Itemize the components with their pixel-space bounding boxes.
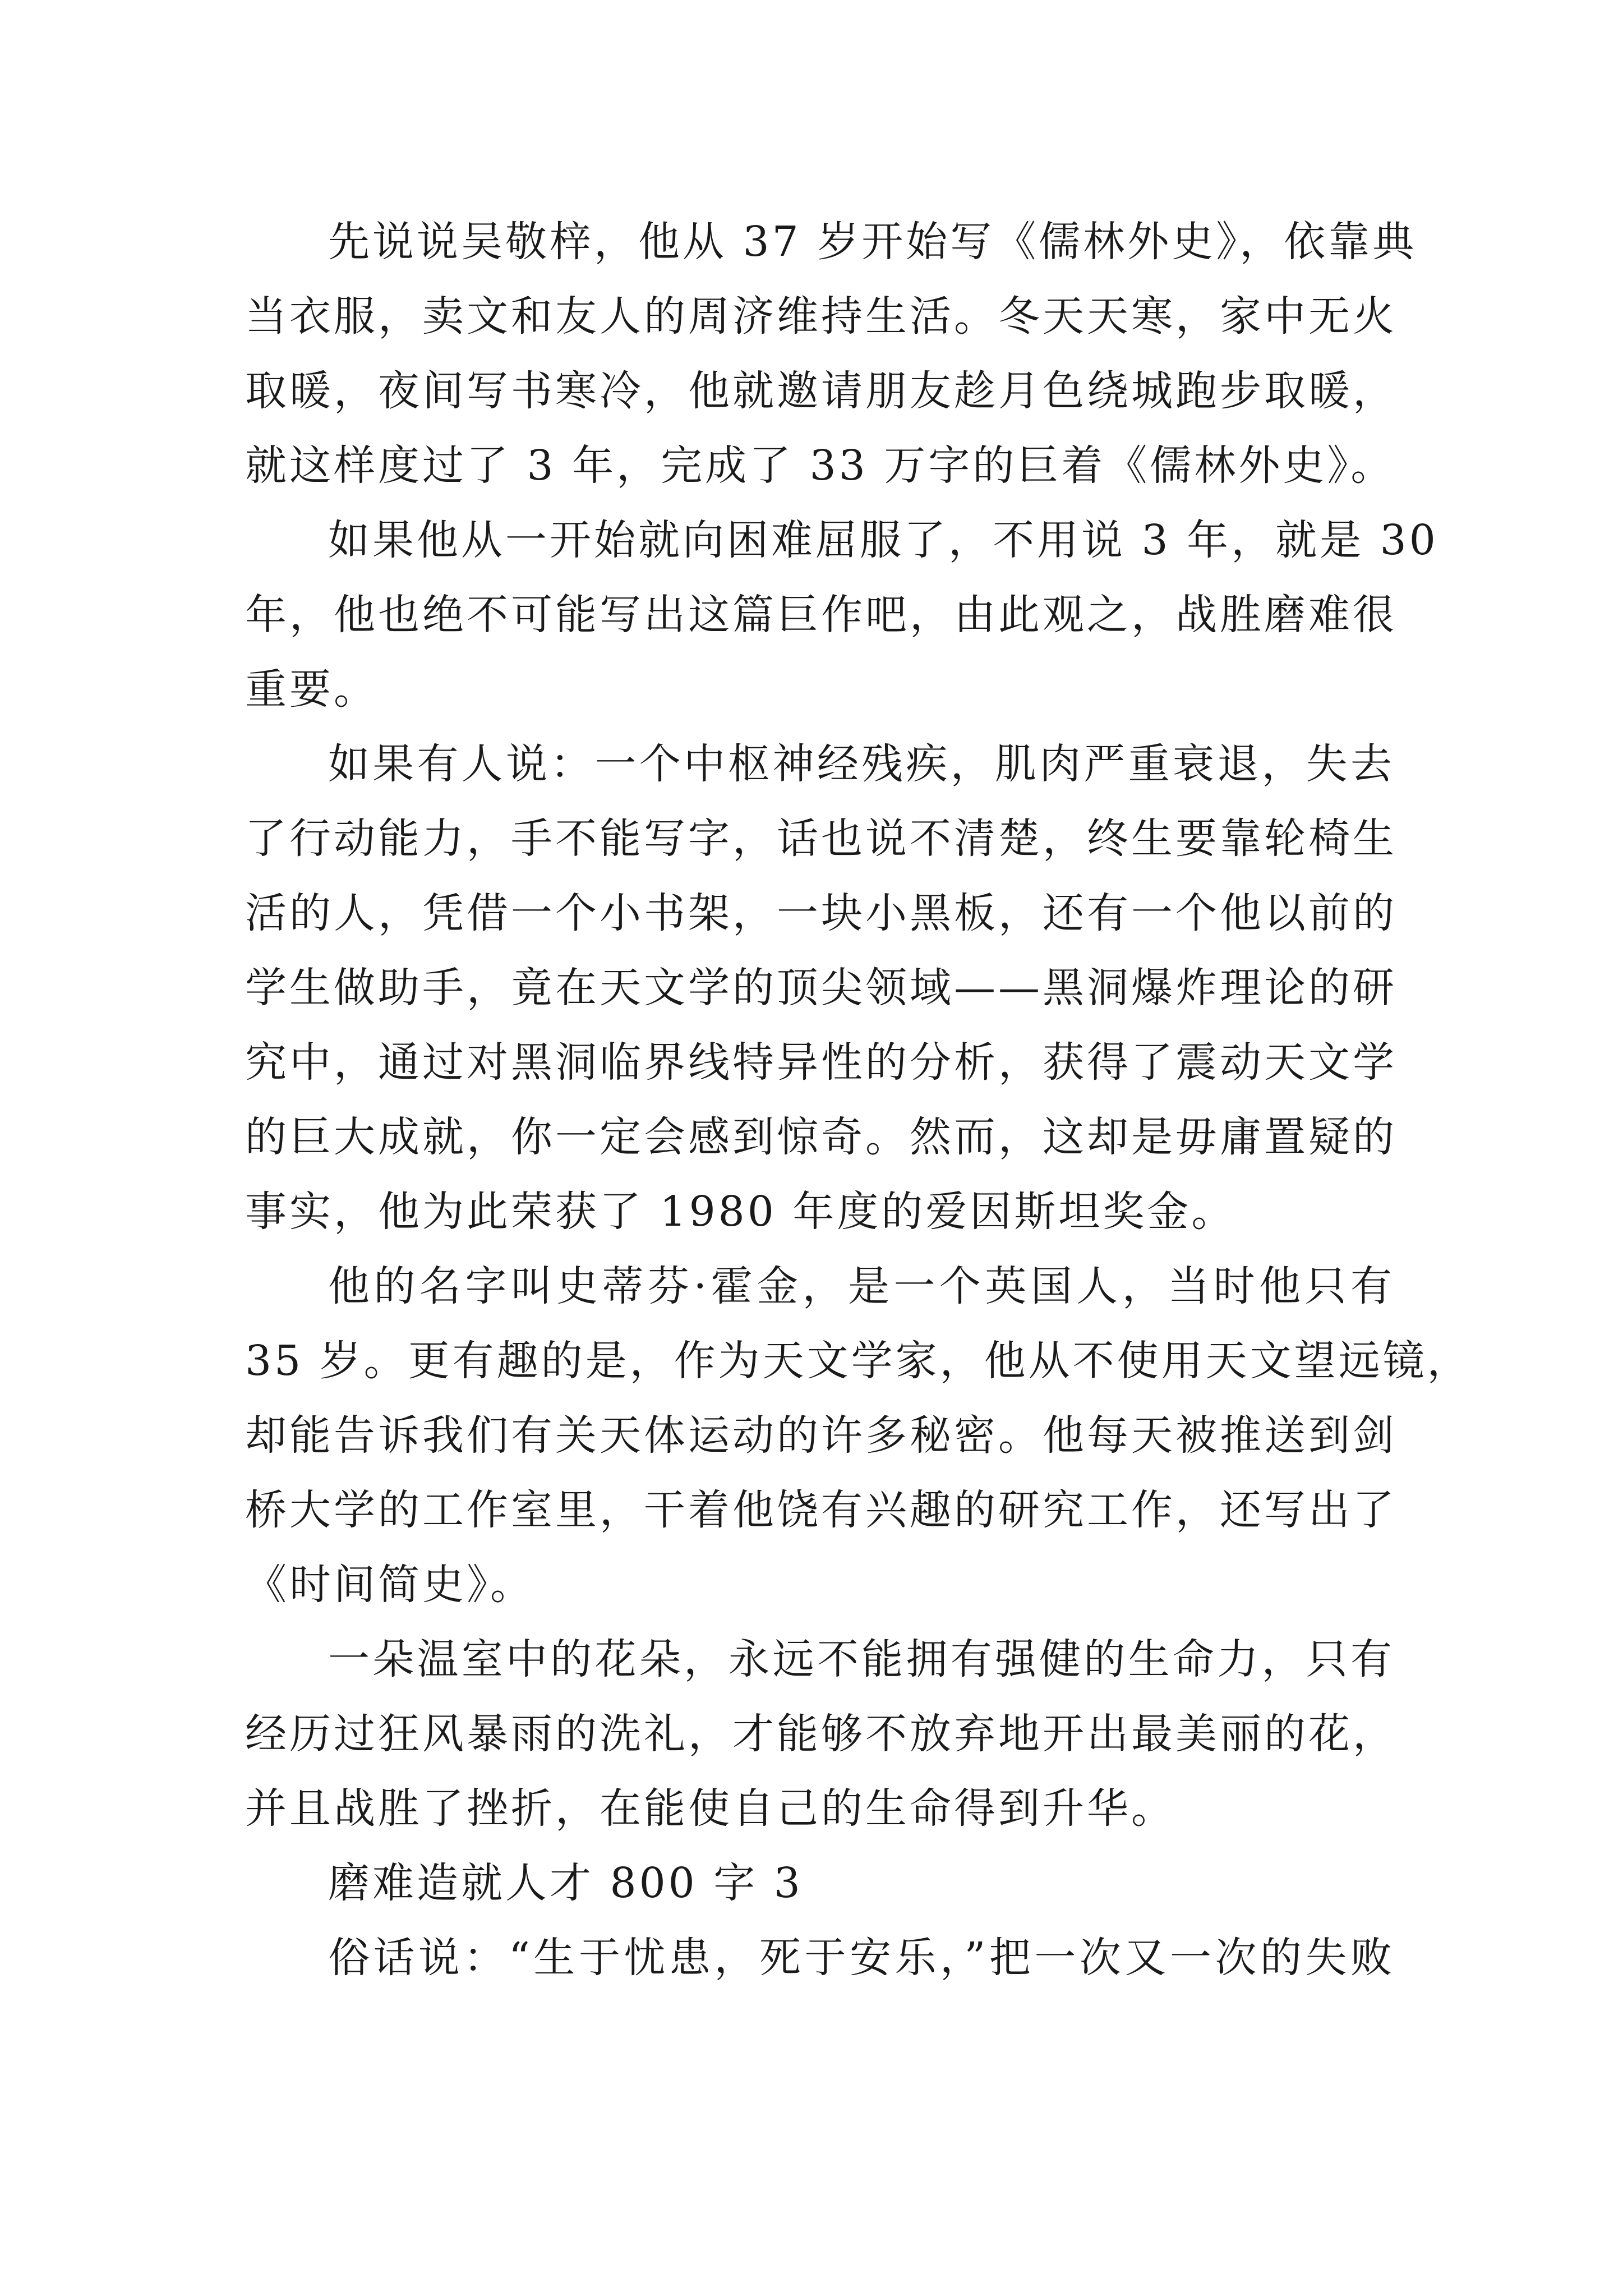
text-line: 了行动能力，手不能写字，话也说不清楚，终生要靠轮椅生	[245, 815, 1397, 863]
paragraph-6	[245, 1921, 1395, 1995]
text-line: 经历过狂风暴雨的洗礼，才能够不放弃地开出最美丽的花，	[245, 1710, 1397, 1758]
text-line: 当衣服，卖文和友人的周济维持生活。冬天天寒，家中无火	[245, 292, 1397, 341]
text-line: 35 岁。更有趣的是，作为天文学家，他从不使用天文望远镜，	[245, 1337, 1472, 1385]
text-line: 就这样度过了 3 年，完成了 33 万字的巨着《儒林外史》。	[245, 441, 1395, 490]
paragraph-4	[245, 1249, 1472, 1622]
document-body	[245, 205, 1472, 1995]
text-line: 究中，通过对黑洞临界线特异性的分析，获得了震动天文学	[245, 1038, 1397, 1087]
text-line: 一朵温室中的花朵，永远不能拥有强健的生命力，只有	[328, 1635, 1395, 1683]
text-line: 事实，他为此荣获了 1980 年度的爱因斯坦奖金。	[245, 1188, 1236, 1236]
heading-line: 磨难造就人才 800 字 3	[328, 1859, 803, 1907]
paragraph-1	[245, 205, 1417, 503]
text-line: 《时间简史》。	[245, 1561, 534, 1609]
text-line: 年，他也绝不可能写出这篇巨作吧，由此观之，战胜磨难很	[245, 591, 1397, 639]
section-heading	[245, 1846, 1395, 1921]
text-line: 如果他从一开始就向困难屈服了，不用说 3 年，就是 30	[328, 516, 1438, 564]
text-line: 先说说吴敬梓，他从 37 岁开始写《儒林外史》，依靠典	[328, 218, 1417, 266]
text-line: 重要。	[245, 665, 378, 714]
text-line: 却能告诉我们有关天体运动的许多秘密。他每天被推送到剑	[245, 1411, 1397, 1460]
text-line: 桥大学的工作室里，干着他饶有兴趣的研究工作，还写出了	[245, 1486, 1397, 1534]
text-line: 的巨大成就，你一定会感到惊奇。然而，这却是毋庸置疑的	[245, 1113, 1397, 1161]
text-line: 并且战胜了挫折，在能使自己的生命得到升华。	[245, 1784, 1175, 1833]
text-line: 活的人，凭借一个小书架，一块小黑板，还有一个他以前的	[245, 889, 1397, 937]
paragraph-2	[245, 503, 1438, 727]
paragraph-5	[245, 1622, 1395, 1846]
paragraph-3	[245, 727, 1395, 1249]
text-line: 学生做助手，竟在天文学的顶尖领域——黑洞爆炸理论的研	[245, 964, 1397, 1012]
text-line: 他的名字叫史蒂芬·霍金，是一个英国人，当时他只有	[328, 1262, 1395, 1310]
text-line: 俗话说：“生于忧患，死于安乐，”把一次又一次的失败	[328, 1934, 1395, 1982]
text-line: 取暖，夜间写书寒冷，他就邀请朋友趁月色绕城跑步取暖，	[245, 367, 1397, 415]
text-line: 如果有人说：一个中枢神经残疾，肌肉严重衰退，失去	[328, 740, 1395, 788]
